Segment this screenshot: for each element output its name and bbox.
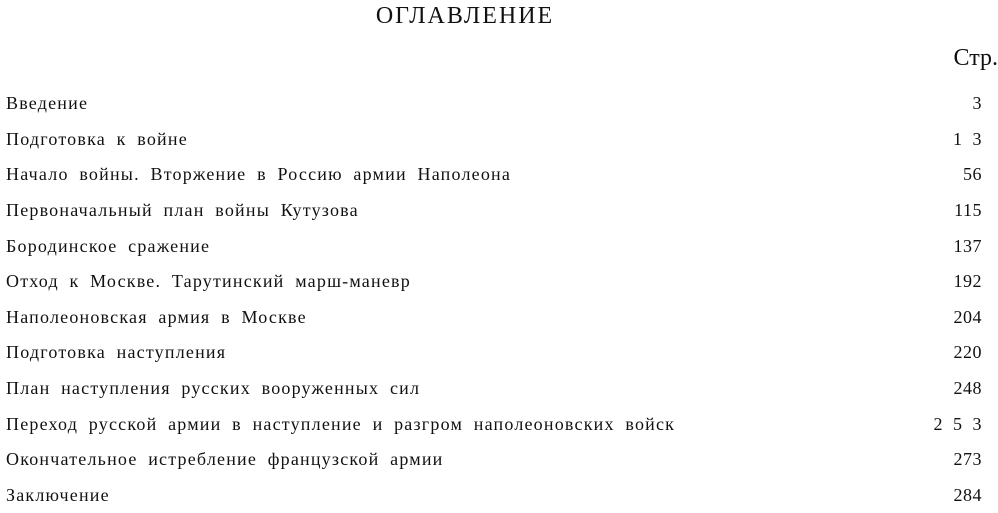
toc-entry-introduction[interactable] — [0, 86, 984, 122]
toc-entry-war-beginning[interactable] — [0, 157, 984, 193]
dot-leader — [214, 236, 949, 256]
dot-leader — [415, 272, 950, 292]
toc-entry-label: Первоначальный план войны Кутузова — [6, 200, 359, 221]
toc-entry-conclusion[interactable] — [0, 478, 984, 513]
dot-leader — [363, 201, 950, 221]
toc-entry-page: 137 — [953, 235, 982, 256]
toc-entry-war-preparation[interactable] — [0, 122, 984, 158]
dot-leader — [230, 343, 949, 363]
toc-entry-label: Отход к Москве. Тарутинский марш-маневр — [6, 271, 411, 292]
dot-leader — [424, 379, 949, 399]
toc-entry-label: Подготовка к войне — [6, 128, 188, 149]
dot-leader — [92, 94, 968, 114]
toc-entry-page: 220 — [953, 342, 982, 363]
toc-entry-page: 2 5 3 — [933, 413, 982, 434]
toc-entry-label: Наполеоновская армия в Москве — [6, 306, 307, 327]
table-of-contents — [0, 86, 984, 513]
dot-leader — [192, 129, 949, 149]
toc-entry-army-in-moscow[interactable] — [0, 300, 984, 336]
toc-entry-counteroffensive[interactable] — [0, 406, 984, 442]
toc-entry-page: 192 — [953, 271, 982, 292]
dot-leader — [448, 450, 950, 470]
toc-entry-page: 204 — [953, 306, 982, 327]
page-title: ОГЛАВЛЕНИЕ — [375, 3, 555, 29]
toc-entry-label: План наступления русских вооруженных сил — [6, 378, 421, 399]
toc-entry-label: Бородинское сражение — [6, 235, 211, 256]
dot-leader — [679, 414, 929, 434]
dot-leader — [515, 165, 959, 185]
toc-entry-page: 273 — [953, 449, 982, 470]
toc-entry-label: Переход русской армии в наступление и разгром наполеоновских войск — [6, 413, 676, 434]
toc-entry-page: 1 3 — [953, 128, 982, 149]
toc-entry-label: Заключение — [6, 484, 110, 505]
dot-leader — [114, 485, 950, 505]
page-column-header: Стр. — [953, 45, 998, 71]
toc-entry-retreat-moscow[interactable] — [0, 264, 984, 300]
toc-entry-label: Подготовка наступления — [6, 342, 227, 363]
toc-entry-label: Окончательное истребление французской армии — [6, 449, 444, 470]
toc-entry-page: 115 — [954, 200, 982, 221]
toc-entry-label: Начало войны. Вторжение в Россию армии Наполеона — [6, 164, 512, 185]
toc-entry-borodino[interactable] — [0, 228, 984, 264]
toc-entry-page: 3 — [972, 93, 982, 114]
toc-entry-page: 248 — [953, 378, 982, 399]
dot-leader — [311, 307, 950, 327]
toc-entry-final-destruction[interactable] — [0, 442, 984, 478]
toc-entry-page: 284 — [953, 484, 982, 505]
toc-entry-offensive-plan[interactable] — [0, 371, 984, 407]
toc-entry-label: Введение — [6, 93, 89, 114]
toc-entry-page: 56 — [963, 164, 982, 185]
toc-entry-offensive-preparation[interactable] — [0, 335, 984, 371]
toc-entry-initial-plan[interactable] — [0, 193, 984, 229]
